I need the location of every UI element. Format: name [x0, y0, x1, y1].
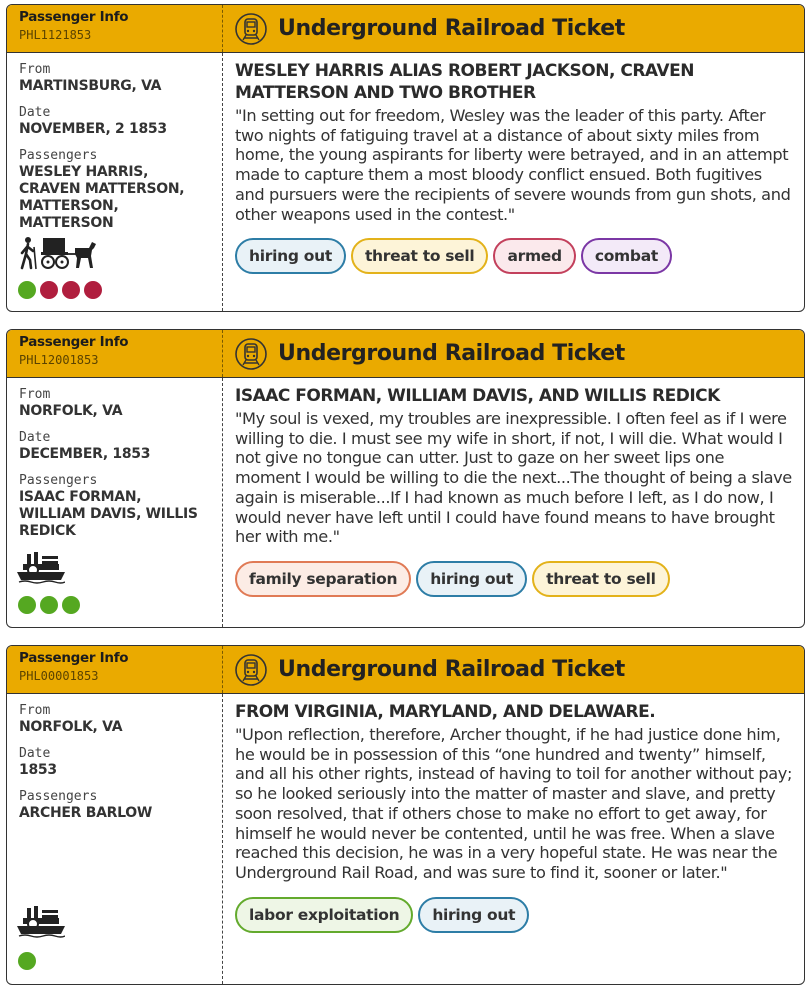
ticket-id: PHL00001853: [19, 669, 99, 683]
from-label: From: [19, 62, 51, 77]
from-label: From: [19, 703, 51, 718]
ticket-header: [7, 5, 804, 53]
passengers-value: ARCHER BARLOW: [19, 805, 152, 821]
ticket-content: [223, 694, 804, 984]
passenger-info-label: Passenger Info: [19, 9, 129, 25]
date-value: 1853: [19, 762, 57, 778]
passenger-info-panel: [7, 694, 223, 984]
tag-threat-to-sell[interactable]: threat to sell: [351, 238, 489, 274]
from-value: MARTINSBURG, VA: [19, 78, 162, 94]
from-value: NORFOLK, VA: [19, 403, 123, 419]
ticket-card: [6, 4, 805, 312]
status-dot: [40, 281, 58, 299]
from-label: From: [19, 387, 51, 402]
tag-list: [235, 238, 794, 274]
tag-combat[interactable]: combat: [581, 238, 672, 274]
passenger-info-header: [7, 330, 223, 377]
ticket-header: [7, 646, 804, 694]
status-dot: [40, 596, 58, 614]
ticket-content: [223, 378, 804, 627]
tag-list: [235, 561, 794, 597]
date-value: DECEMBER, 1853: [19, 446, 151, 462]
ticket-title: Underground Railroad Ticket: [278, 657, 625, 682]
tag-family-separation[interactable]: family separation: [235, 561, 411, 597]
status-dot: [84, 281, 102, 299]
from-value: NORFOLK, VA: [19, 719, 123, 735]
passenger-names-heading: ISAAC FORMAN, WILLIAM DAVIS, AND WILLIS REDICK: [235, 386, 720, 406]
train-icon: [235, 654, 267, 686]
narrative-quote: "In setting out for freedom, Wesley was the leader of this party. After two nights of fatiguing travel at a distance of about sixty miles from home, the young aspirants for liberty were betrayed, and in an attempt made to capture them a most bloody conflict ensued. Both fugitives and pursuers were the recipients of severe wounds from gun shots, and other weapons used in the contest.": [235, 106, 791, 224]
ticket-content: [223, 53, 804, 311]
tag-armed[interactable]: armed: [493, 238, 575, 274]
tag-list: [235, 897, 794, 933]
passenger-info-panel: [7, 53, 223, 311]
passenger-info-header: [7, 646, 223, 693]
ticket-id: PHL1121853: [19, 28, 92, 42]
ticket-title: Underground Railroad Ticket: [278, 16, 625, 41]
tag-hiring-out[interactable]: hiring out: [416, 561, 527, 597]
horse-wagon-icon: [41, 236, 99, 270]
passenger-names-heading: FROM VIRGINIA, MARYLAND, AND DELAWARE.: [235, 702, 656, 722]
ticket-card: [6, 329, 805, 628]
tag-hiring-out[interactable]: hiring out: [235, 238, 346, 274]
passenger-info-panel: [7, 378, 223, 627]
tag-hiring-out[interactable]: hiring out: [418, 897, 529, 933]
steamship-icon: [17, 550, 65, 584]
walking-person-icon: [17, 236, 39, 270]
tag-threat-to-sell[interactable]: threat to sell: [532, 561, 670, 597]
passenger-info-header: [7, 5, 223, 52]
narrative-quote: "Upon reflection, therefore, Archer thought, if he had justice done him, he would be in possession of this “one hundred and twenty” himself, and all his other rights, instead of having to toil for another without pay; so he looked seriously into the matter of master and slave, and pretty soon resolved, that if others chose to make no effort to get away, for himself he would never be contented, until he was free. When a slave reached this decision, he was in a very hopeful state. He was near the Underground Rail Road, and was sure to find it, sooner or later.": [235, 725, 793, 882]
status-dot: [62, 596, 80, 614]
tag-labor-exploitation[interactable]: labor exploitation: [235, 897, 413, 933]
date-label: Date: [19, 430, 51, 445]
passengers-label: Passengers: [19, 473, 98, 488]
passengers-value: ISAAC FORMAN, WILLIAM DAVIS, WILLIS REDICK: [19, 489, 198, 539]
status-dot: [62, 281, 80, 299]
passenger-names-heading: WESLEY HARRIS ALIAS ROBERT JACKSON, CRAVEN MATTERSON AND TWO BROTHER: [235, 61, 694, 103]
passengers-value: WESLEY HARRIS, CRAVEN MATTERSON, MATTERSON, MATTERSON: [19, 164, 185, 231]
status-dot: [18, 596, 36, 614]
date-label: Date: [19, 105, 51, 120]
passengers-label: Passengers: [19, 148, 98, 163]
status-dot: [18, 952, 36, 970]
date-value: NOVEMBER, 2 1853: [19, 121, 167, 137]
ticket-header: [7, 330, 804, 378]
passenger-info-label: Passenger Info: [19, 650, 129, 666]
steamship-icon: [17, 904, 65, 938]
ticket-id: PHL12001853: [19, 353, 99, 367]
date-label: Date: [19, 746, 51, 761]
train-icon: [235, 338, 267, 370]
passenger-info-label: Passenger Info: [19, 334, 129, 350]
train-icon: [235, 13, 267, 45]
ticket-card: [6, 645, 805, 985]
ticket-title: Underground Railroad Ticket: [278, 341, 625, 366]
status-dot: [18, 281, 36, 299]
narrative-quote: "My soul is vexed, my troubles are inexpressible. I often feel as if I were willing to die. I must see my wife in short, if not, I will die. What would I not give no tongue can utter. Just to gaze on her sweet lips one moment I would be willing to die the next...The thought of being a slave again is miserable...If I had known as much before I left, as I do now, I would never have left until I could have found means to have brought her with me.": [235, 409, 792, 547]
passengers-label: Passengers: [19, 789, 98, 804]
